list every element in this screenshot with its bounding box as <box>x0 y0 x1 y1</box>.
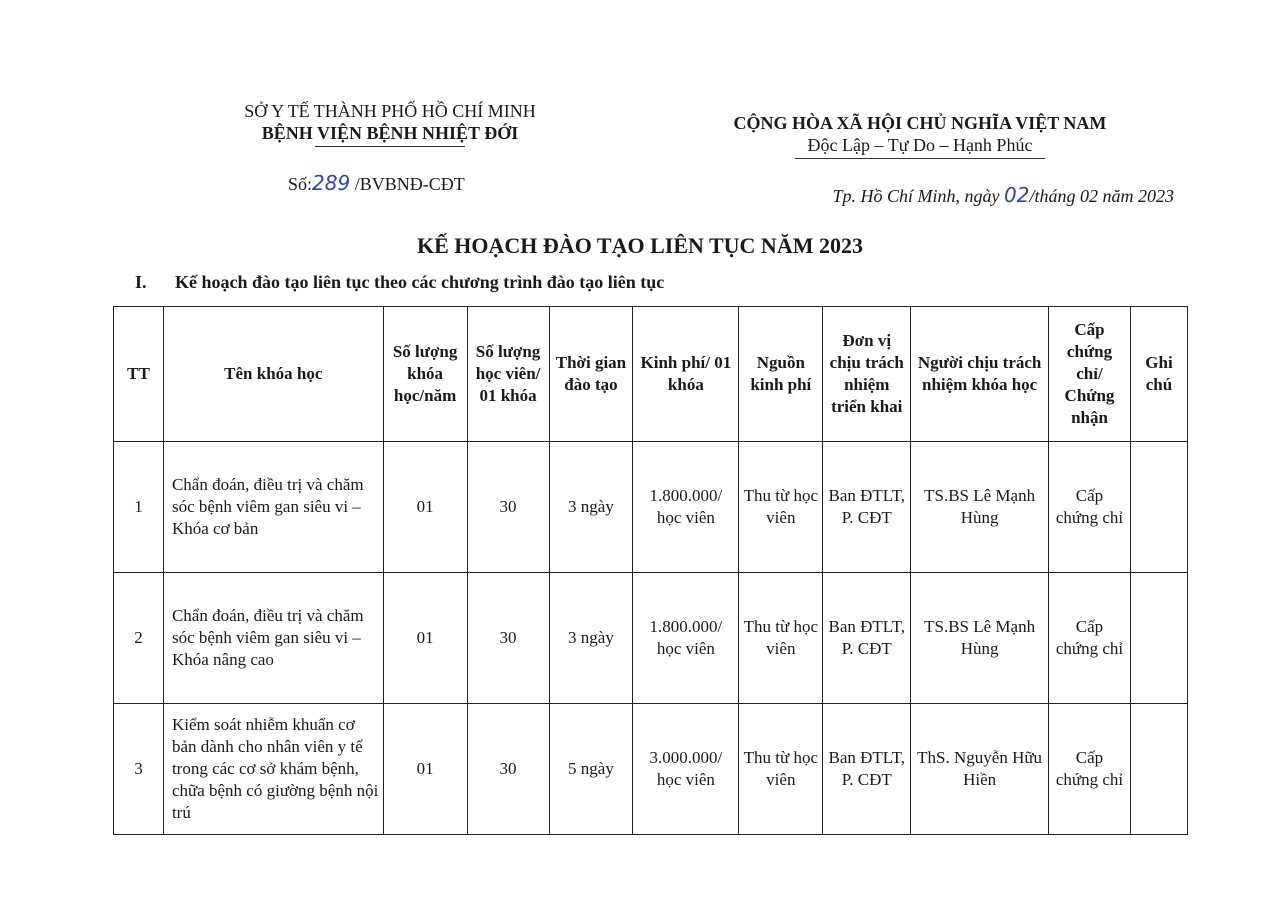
section-heading <box>135 272 664 293</box>
cell-courses: 01 <box>383 442 467 573</box>
cell-duration: 5 ngày <box>549 704 633 835</box>
cell-courses: 01 <box>383 704 467 835</box>
cell-person: ThS. Nguyễn Hữu Hiền <box>911 704 1049 835</box>
cell-duration: 3 ngày <box>549 442 633 573</box>
national-motto-block <box>680 112 1160 159</box>
cell-tt: 1 <box>114 442 164 573</box>
cell-unit: Ban ĐTLT, P. CĐT <box>823 573 911 704</box>
document-title: KẾ HOẠCH ĐÀO TẠO LIÊN TỤC NĂM 2023 <box>417 233 863 258</box>
cell-students: 30 <box>467 442 549 573</box>
cell-note <box>1130 442 1187 573</box>
cell-cert: Cấp chứng chỉ <box>1049 573 1131 704</box>
header-duration: Thời gian đào tạo <box>549 307 633 442</box>
cell-course-name: Kiểm soát nhiễm khuẩn cơ bản dành cho nhân viên y tế trong các cơ sở khám bệnh, chữa bệnh có giường bệnh nội trú <box>163 704 383 835</box>
table-row <box>114 704 1188 835</box>
motto-underline <box>795 158 1045 159</box>
cell-duration: 3 ngày <box>549 573 633 704</box>
cell-note <box>1130 704 1187 835</box>
date-line <box>833 183 1174 207</box>
cell-cost: 1.800.000/ học viên <box>633 573 739 704</box>
cell-source: Thu từ học viên <box>739 704 823 835</box>
header-tt: TT <box>114 307 164 442</box>
table-row <box>114 573 1188 704</box>
cell-cert: Cấp chứng chỉ <box>1049 442 1131 573</box>
header-courses-per-year: Số lượng khóa học/năm <box>383 307 467 442</box>
date-prefix: Tp. Hồ Chí Minh, ngày <box>832 186 1005 206</box>
cell-source: Thu từ học viên <box>739 573 823 704</box>
cell-students: 30 <box>467 704 549 835</box>
cell-course-name: Chẩn đoán, điều trị và chăm sóc bệnh viêm gan siêu vi – Khóa cơ bản <box>163 442 383 573</box>
doc-number-handwritten: 289 <box>312 171 351 195</box>
header-students-per-course: Số lượng học viên/ 01 khóa <box>467 307 549 442</box>
cell-tt: 2 <box>114 573 164 704</box>
training-plan-table <box>113 306 1188 835</box>
document-number <box>288 171 465 195</box>
section-text: Kế hoạch đào tạo liên tục theo các chương trình đào tạo liên tục <box>175 272 665 292</box>
cell-unit: Ban ĐTLT, P. CĐT <box>823 442 911 573</box>
cell-students: 30 <box>467 573 549 704</box>
header-responsible-person: Người chịu trách nhiệm khóa học <box>911 307 1049 442</box>
cell-courses: 01 <box>383 573 467 704</box>
cell-note <box>1130 573 1187 704</box>
cell-person: TS.BS Lê Mạnh Hùng <box>911 573 1049 704</box>
table-row <box>114 442 1188 573</box>
header-notes: Ghi chú <box>1130 307 1187 442</box>
country-name: CỘNG HÒA XÃ HỘI CHỦ NGHĨA VIỆT NAM <box>733 113 1107 133</box>
doc-number-suffix: /BVBNĐ-CĐT <box>350 174 465 194</box>
cell-cost: 1.800.000/ học viên <box>633 442 739 573</box>
issuer-block <box>200 100 580 147</box>
table-header-row <box>114 307 1188 442</box>
header-responsible-unit: Đơn vị chịu trách nhiệm triển khai <box>823 307 911 442</box>
date-day-handwritten: 02 <box>1004 183 1030 207</box>
header-cost: Kinh phí/ 01 khóa <box>633 307 739 442</box>
cell-unit: Ban ĐTLT, P. CĐT <box>823 704 911 835</box>
cell-cost: 3.000.000/ học viên <box>633 704 739 835</box>
cell-person: TS.BS Lê Mạnh Hùng <box>911 442 1049 573</box>
header-funding-source: Nguồn kinh phí <box>739 307 823 442</box>
header-course-name: Tên khóa học <box>163 307 383 442</box>
issuer-underline <box>315 146 465 147</box>
cell-source: Thu từ học viên <box>739 442 823 573</box>
header-certificate: Cấp chứng chỉ/ Chứng nhận <box>1049 307 1131 442</box>
motto: Độc Lập – Tự Do – Hạnh Phúc <box>807 135 1033 155</box>
issuer-hospital: BỆNH VIỆN BỆNH NHIỆT ĐỚI <box>261 123 519 143</box>
cell-tt: 3 <box>114 704 164 835</box>
issuer-department: SỞ Y TẾ THÀNH PHỐ HỒ CHÍ MINH <box>244 101 536 121</box>
section-number: I. <box>135 272 147 292</box>
date-suffix: /tháng 02 năm 2023 <box>1029 186 1174 206</box>
cell-course-name: Chẩn đoán, điều trị và chăm sóc bệnh viêm gan siêu vi – Khóa nâng cao <box>163 573 383 704</box>
cell-cert: Cấp chứng chỉ <box>1049 704 1131 835</box>
doc-number-prefix: Số: <box>288 174 313 194</box>
